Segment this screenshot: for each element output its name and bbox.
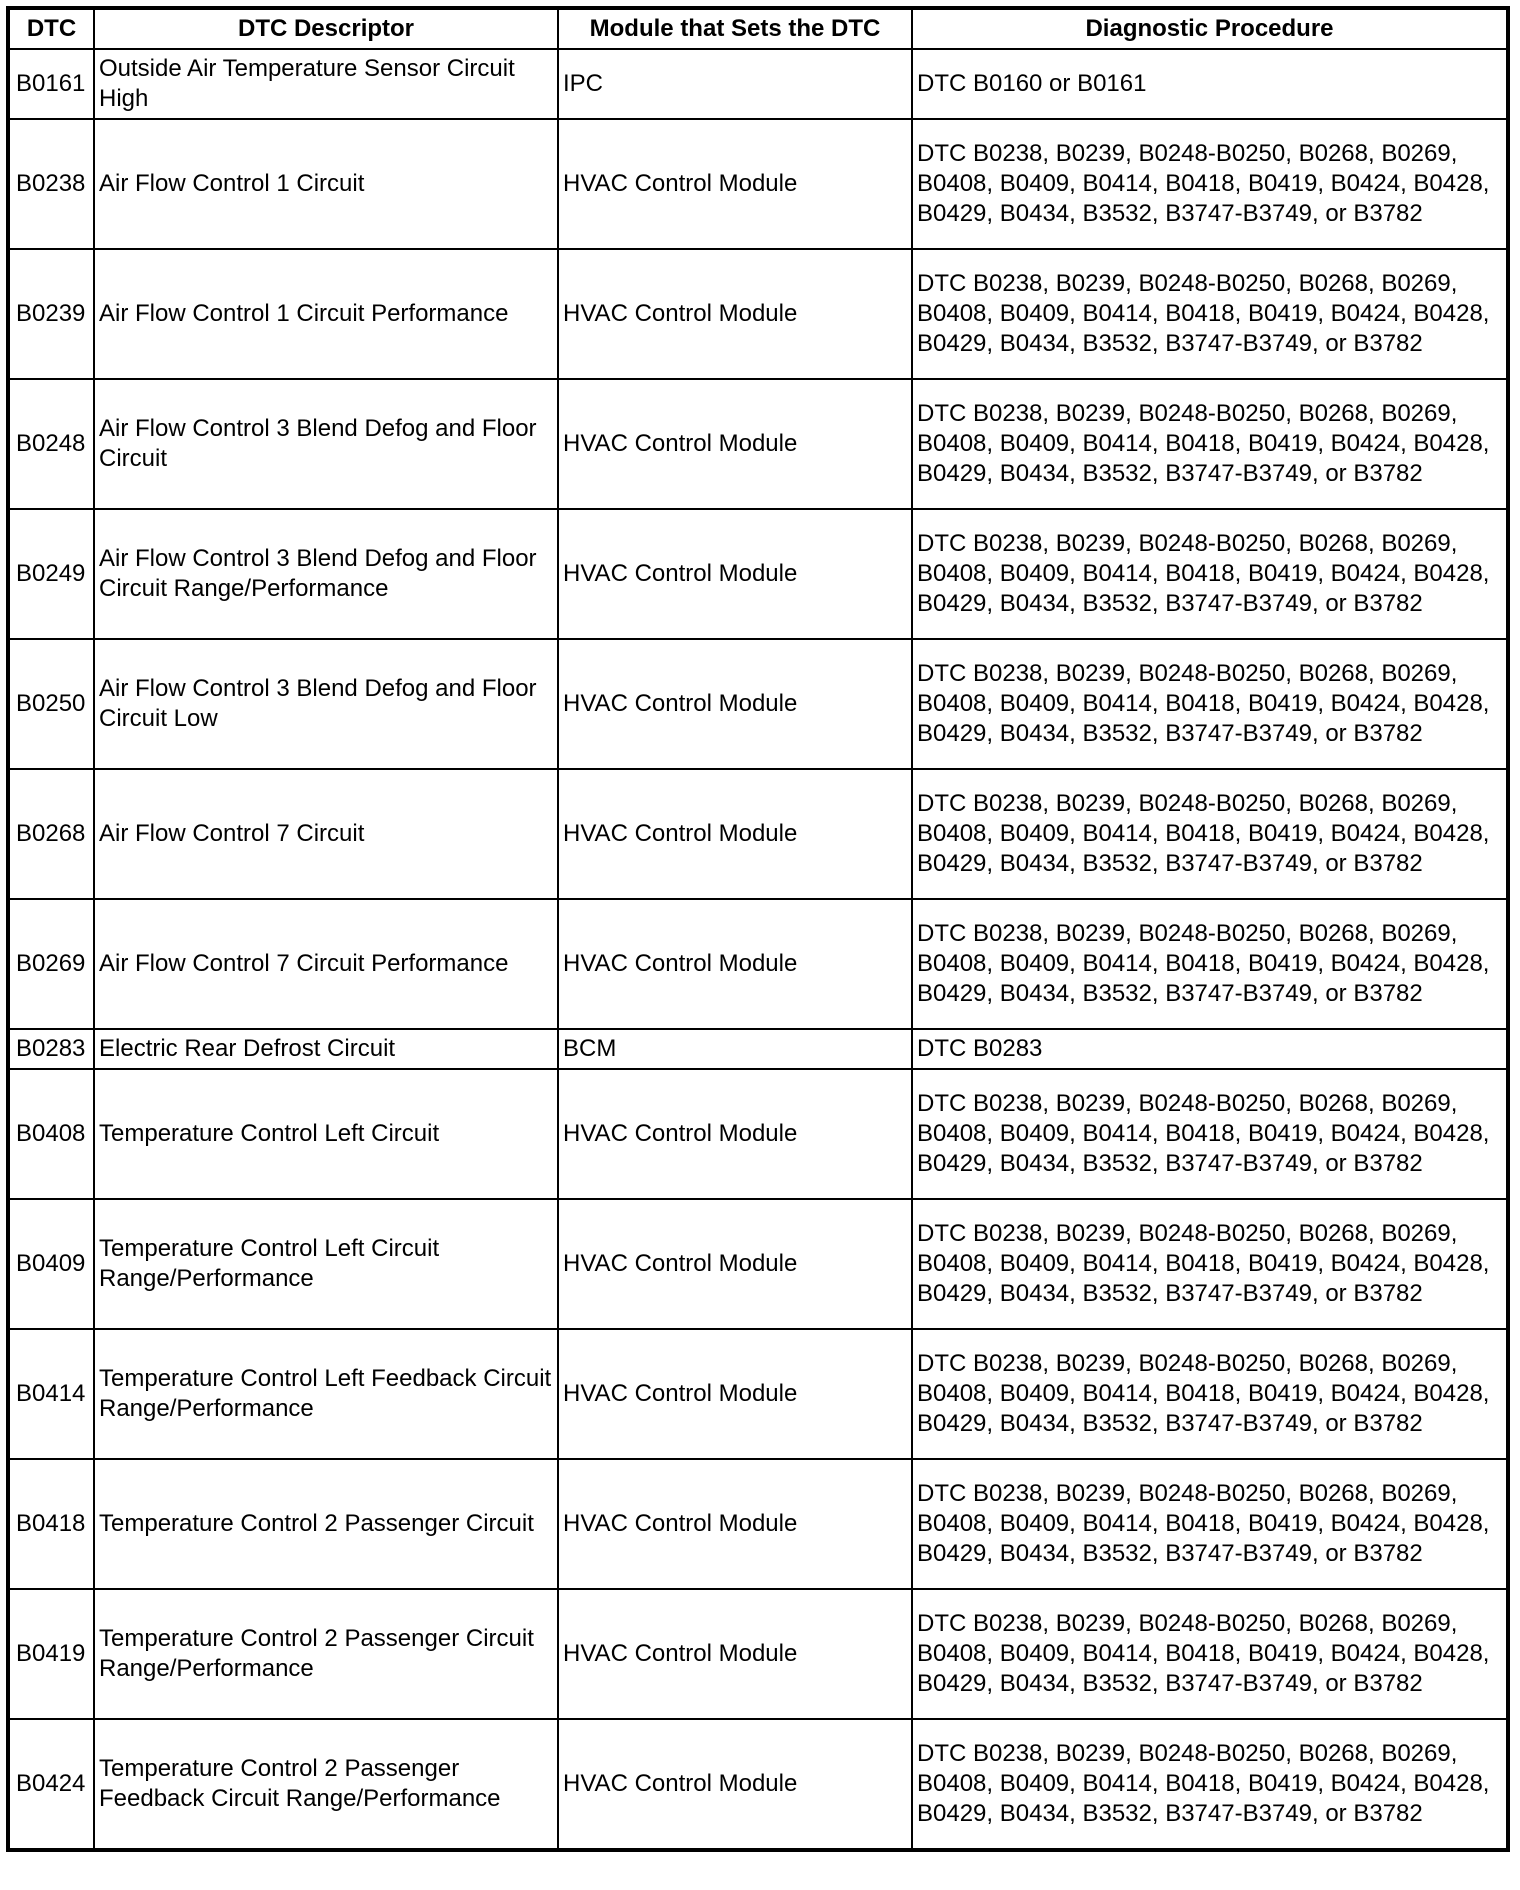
dtc-descriptor: Air Flow Control 1 Circuit Performance	[94, 249, 558, 379]
dtc-procedure: DTC B0238, B0239, B0248-B0250, B0268, B0269, B0408, B0409, B0414, B0418, B0419, B0424, B0428, B0429, B0434, B3532, B3747-B3749, or B3782	[912, 119, 1508, 249]
dtc-procedure: DTC B0160 or B0161	[912, 49, 1508, 119]
dtc-module: IPC	[558, 49, 912, 119]
table-row	[8, 1459, 1508, 1589]
dtc-descriptor: Air Flow Control 3 Blend Defog and Floor Circuit	[94, 379, 558, 509]
table-row	[8, 1329, 1508, 1459]
dtc-code: B0248	[8, 379, 94, 509]
dtc-descriptor: Electric Rear Defrost Circuit	[94, 1029, 558, 1069]
table-row	[8, 119, 1508, 249]
header-module: Module that Sets the DTC	[558, 8, 912, 49]
table-row	[8, 769, 1508, 899]
dtc-code: B0424	[8, 1719, 94, 1850]
header-dtc: DTC	[8, 8, 94, 49]
dtc-descriptor: Air Flow Control 7 Circuit Performance	[94, 899, 558, 1029]
table-row	[8, 1029, 1508, 1069]
dtc-code: B0419	[8, 1589, 94, 1719]
dtc-code: B0250	[8, 639, 94, 769]
table-row	[8, 1069, 1508, 1199]
table-row	[8, 1199, 1508, 1329]
dtc-module: HVAC Control Module	[558, 119, 912, 249]
dtc-module: HVAC Control Module	[558, 509, 912, 639]
dtc-descriptor: Temperature Control 2 Passenger Circuit Range/Performance	[94, 1589, 558, 1719]
dtc-descriptor: Temperature Control Left Circuit Range/Performance	[94, 1199, 558, 1329]
table-row	[8, 1589, 1508, 1719]
dtc-procedure: DTC B0238, B0239, B0248-B0250, B0268, B0269, B0408, B0409, B0414, B0418, B0419, B0424, B0428, B0429, B0434, B3532, B3747-B3749, or B3782	[912, 379, 1508, 509]
dtc-module: HVAC Control Module	[558, 1459, 912, 1589]
dtc-descriptor: Temperature Control Left Circuit	[94, 1069, 558, 1199]
dtc-code: B0408	[8, 1069, 94, 1199]
dtc-module: HVAC Control Module	[558, 1719, 912, 1850]
dtc-procedure: DTC B0283	[912, 1029, 1508, 1069]
dtc-module: HVAC Control Module	[558, 1329, 912, 1459]
dtc-code: B0269	[8, 899, 94, 1029]
dtc-procedure: DTC B0238, B0239, B0248-B0250, B0268, B0269, B0408, B0409, B0414, B0418, B0419, B0424, B0428, B0429, B0434, B3532, B3747-B3749, or B3782	[912, 1719, 1508, 1850]
dtc-descriptor: Temperature Control Left Feedback Circuit Range/Performance	[94, 1329, 558, 1459]
dtc-code: B0283	[8, 1029, 94, 1069]
dtc-procedure: DTC B0238, B0239, B0248-B0250, B0268, B0269, B0408, B0409, B0414, B0418, B0419, B0424, B0428, B0429, B0434, B3532, B3747-B3749, or B3782	[912, 1459, 1508, 1589]
table-row	[8, 1719, 1508, 1850]
dtc-descriptor: Air Flow Control 3 Blend Defog and Floor Circuit Range/Performance	[94, 509, 558, 639]
dtc-code: B0161	[8, 49, 94, 119]
dtc-procedure: DTC B0238, B0239, B0248-B0250, B0268, B0269, B0408, B0409, B0414, B0418, B0419, B0424, B0428, B0429, B0434, B3532, B3747-B3749, or B3782	[912, 1329, 1508, 1459]
dtc-procedure: DTC B0238, B0239, B0248-B0250, B0268, B0269, B0408, B0409, B0414, B0418, B0419, B0424, B0428, B0429, B0434, B3532, B3747-B3749, or B3782	[912, 509, 1508, 639]
dtc-module: HVAC Control Module	[558, 379, 912, 509]
dtc-module: HVAC Control Module	[558, 1069, 912, 1199]
table-row	[8, 49, 1508, 119]
dtc-code: B0268	[8, 769, 94, 899]
dtc-procedure: DTC B0238, B0239, B0248-B0250, B0268, B0269, B0408, B0409, B0414, B0418, B0419, B0424, B0428, B0429, B0434, B3532, B3747-B3749, or B3782	[912, 1589, 1508, 1719]
dtc-module: HVAC Control Module	[558, 1589, 912, 1719]
dtc-descriptor: Temperature Control 2 Passenger Feedback Circuit Range/Performance	[94, 1719, 558, 1850]
dtc-code: B0409	[8, 1199, 94, 1329]
dtc-module: HVAC Control Module	[558, 769, 912, 899]
dtc-module: HVAC Control Module	[558, 1199, 912, 1329]
dtc-procedure: DTC B0238, B0239, B0248-B0250, B0268, B0269, B0408, B0409, B0414, B0418, B0419, B0424, B0428, B0429, B0434, B3532, B3747-B3749, or B3782	[912, 769, 1508, 899]
table-row	[8, 639, 1508, 769]
header-descriptor: DTC Descriptor	[94, 8, 558, 49]
dtc-module: HVAC Control Module	[558, 899, 912, 1029]
dtc-procedure: DTC B0238, B0239, B0248-B0250, B0268, B0269, B0408, B0409, B0414, B0418, B0419, B0424, B0428, B0429, B0434, B3532, B3747-B3749, or B3782	[912, 639, 1508, 769]
dtc-code: B0238	[8, 119, 94, 249]
dtc-module: BCM	[558, 1029, 912, 1069]
dtc-module: HVAC Control Module	[558, 249, 912, 379]
dtc-table	[6, 6, 1510, 1852]
dtc-module: HVAC Control Module	[558, 639, 912, 769]
dtc-code: B0418	[8, 1459, 94, 1589]
dtc-descriptor: Temperature Control 2 Passenger Circuit	[94, 1459, 558, 1589]
dtc-procedure: DTC B0238, B0239, B0248-B0250, B0268, B0269, B0408, B0409, B0414, B0418, B0419, B0424, B0428, B0429, B0434, B3532, B3747-B3749, or B3782	[912, 249, 1508, 379]
header-procedure: Diagnostic Procedure	[912, 8, 1508, 49]
table-row	[8, 899, 1508, 1029]
dtc-descriptor: Air Flow Control 3 Blend Defog and Floor Circuit Low	[94, 639, 558, 769]
dtc-procedure: DTC B0238, B0239, B0248-B0250, B0268, B0269, B0408, B0409, B0414, B0418, B0419, B0424, B0428, B0429, B0434, B3532, B3747-B3749, or B3782	[912, 1199, 1508, 1329]
table-header	[8, 8, 1508, 49]
dtc-procedure: DTC B0238, B0239, B0248-B0250, B0268, B0269, B0408, B0409, B0414, B0418, B0419, B0424, B0428, B0429, B0434, B3532, B3747-B3749, or B3782	[912, 1069, 1508, 1199]
dtc-descriptor: Outside Air Temperature Sensor Circuit High	[94, 49, 558, 119]
table-body	[8, 49, 1508, 1850]
dtc-procedure: DTC B0238, B0239, B0248-B0250, B0268, B0269, B0408, B0409, B0414, B0418, B0419, B0424, B0428, B0429, B0434, B3532, B3747-B3749, or B3782	[912, 899, 1508, 1029]
dtc-descriptor: Air Flow Control 7 Circuit	[94, 769, 558, 899]
table-row	[8, 249, 1508, 379]
dtc-code: B0414	[8, 1329, 94, 1459]
header-row	[8, 8, 1508, 49]
table-row	[8, 379, 1508, 509]
dtc-code: B0249	[8, 509, 94, 639]
table-row	[8, 509, 1508, 639]
dtc-descriptor: Air Flow Control 1 Circuit	[94, 119, 558, 249]
dtc-code: B0239	[8, 249, 94, 379]
